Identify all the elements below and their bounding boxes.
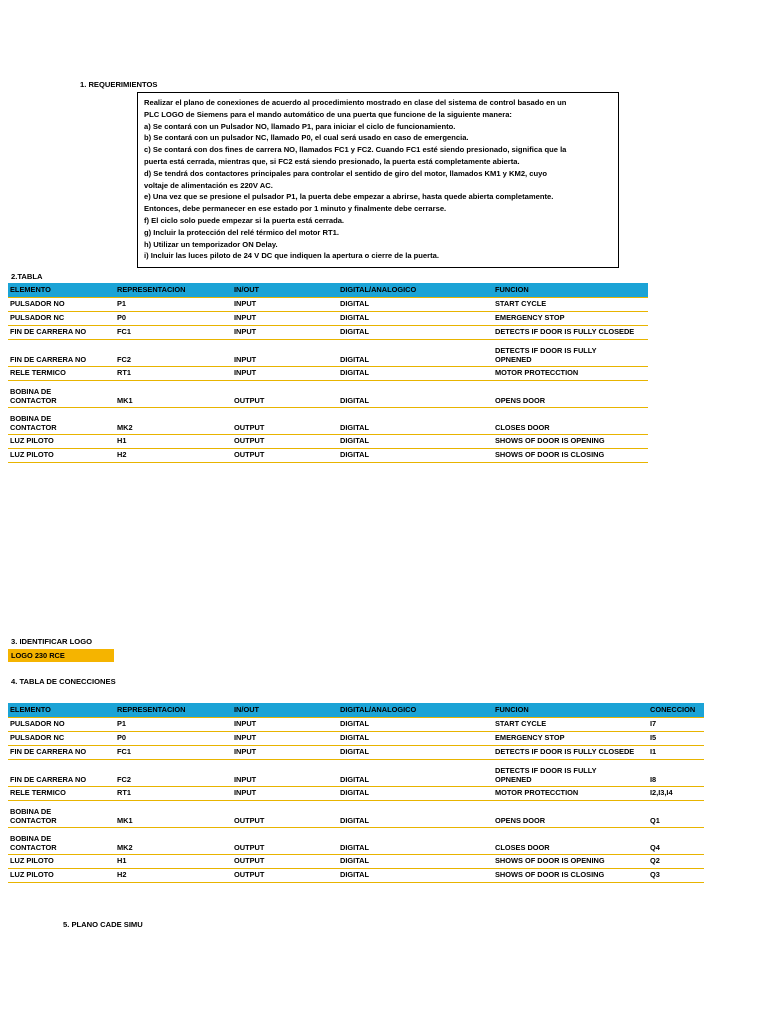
table-cell: OPENS DOOR	[493, 381, 648, 408]
table-cell: LUZ PILOTO	[8, 855, 115, 869]
logo-model-cell: LOGO 230 RCE	[8, 649, 114, 662]
table-row	[8, 381, 648, 408]
table-cell: RELE TERMICO	[8, 367, 115, 381]
table-cell: Q3	[648, 869, 704, 883]
table-cell: OUTPUT	[232, 828, 338, 855]
table-cell: PULSADOR NC	[8, 312, 115, 326]
header-cell: IN/OUT	[232, 703, 338, 718]
table-cell: FIN DE CARRERA NO	[8, 760, 115, 787]
table-row	[8, 746, 704, 760]
table-row	[8, 326, 648, 340]
table-cell: DIGITAL	[338, 367, 493, 381]
table-cell: MK2	[115, 828, 232, 855]
table-cell: P0	[115, 312, 232, 326]
table-cell: H2	[115, 869, 232, 883]
header-cell: REPRESENTACION	[115, 703, 232, 718]
table-cell: RT1	[115, 787, 232, 801]
requirement-line: Entonces, debe permanecer en ese estado por 1 minuto y finalmente debe cerrarse.	[144, 204, 447, 214]
header-cell: ELEMENTO	[8, 283, 115, 298]
table-cell: FC2	[115, 760, 232, 787]
table-cell: OUTPUT	[232, 449, 338, 463]
requirements-box	[137, 92, 619, 268]
table-row	[8, 801, 704, 828]
table-row	[8, 787, 704, 801]
table-cell: EMERGENCY STOP	[493, 732, 648, 746]
table-cell: INPUT	[232, 298, 338, 312]
table-cell: Q4	[648, 828, 704, 855]
table-cell: BOBINA DE CONTACTOR	[8, 801, 115, 828]
table-cell: Q2	[648, 855, 704, 869]
section-requerimientos-title: 1. REQUERIMIENTOS	[80, 80, 158, 89]
table-row	[8, 718, 704, 732]
elements-table	[8, 283, 648, 463]
table-cell: DIGITAL	[338, 869, 493, 883]
requirement-line: a) Se contará con un Pulsador NO, llamado P1, para iniciar el ciclo de funcionamiento.	[144, 121, 456, 131]
table-row	[8, 408, 648, 435]
table-cell: SHOWS OF DOOR IS OPENING	[493, 855, 648, 869]
table-cell: I1	[648, 746, 704, 760]
table-cell: MK1	[115, 801, 232, 828]
table-row	[8, 449, 648, 463]
header-cell: REPRESENTACION	[115, 283, 232, 298]
table-cell: MOTOR PROTECCTION	[493, 787, 648, 801]
header-cell: FUNCION	[493, 703, 648, 718]
table-cell: DIGITAL	[338, 298, 493, 312]
table-cell: RELE TERMICO	[8, 787, 115, 801]
table-cell: SHOWS OF DOOR IS CLOSING	[493, 869, 648, 883]
requirement-line: g) Incluir la protección del relé térmico del motor RT1.	[144, 227, 339, 237]
table-cell: START CYCLE	[493, 718, 648, 732]
requirement-line: c) Se contará con dos fines de carrera NO, llamados FC1 y FC2. Cuando FC1 esté siendo presionado, significa que la	[144, 145, 567, 155]
table-cell: LUZ PILOTO	[8, 435, 115, 449]
table-cell: MOTOR PROTECCTION	[493, 367, 648, 381]
requirement-line: b) Se contará con un pulsador NC, llamado P0, el cual será usado en caso de emergencia.	[144, 133, 469, 143]
table-cell: INPUT	[232, 787, 338, 801]
section-plano-cade-simu-title: 5. PLANO CADE SIMU	[63, 920, 143, 929]
table-cell: FIN DE CARRERA NO	[8, 340, 115, 367]
table-cell: INPUT	[232, 718, 338, 732]
requirement-line: i) Incluir las luces piloto de 24 V DC que indiquen la apertura o cierre de la puerta.	[144, 251, 439, 261]
table-cell: PULSADOR NO	[8, 298, 115, 312]
requirement-line: puerta está cerrada, mientras que, si FC2 está siendo presionado, la puerta está completamente abierta.	[144, 156, 520, 166]
requirement-line: h) Utilizar un temporizador ON Delay.	[144, 239, 278, 249]
table-cell: DETECTS IF DOOR IS FULLY OPNENED	[493, 340, 648, 367]
table-cell: SHOWS OF DOOR IS OPENING	[493, 435, 648, 449]
table-cell: BOBINA DE CONTACTOR	[8, 828, 115, 855]
table-cell: DIGITAL	[338, 449, 493, 463]
table-header-row	[8, 703, 704, 718]
table-cell: BOBINA DE CONTACTOR	[8, 408, 115, 435]
connections-table	[8, 703, 704, 883]
table-row	[8, 340, 648, 367]
table-cell: DETECTS IF DOOR IS FULLY OPNENED	[493, 760, 648, 787]
table-cell: DIGITAL	[338, 326, 493, 340]
header-cell: ELEMENTO	[8, 703, 115, 718]
table-cell: CLOSES DOOR	[493, 408, 648, 435]
table-cell: BOBINA DE CONTACTOR	[8, 381, 115, 408]
requirement-line: d) Se tendrá dos contactores principales para controlar el sentido de giro del motor, llamados KM1 y KM2, cuyo	[144, 168, 547, 178]
table-cell: OUTPUT	[232, 381, 338, 408]
table-cell: FC2	[115, 340, 232, 367]
table-cell: INPUT	[232, 326, 338, 340]
section-tabla-conecciones-title: 4. TABLA DE CONECCIONES	[11, 677, 116, 686]
header-cell: DIGITAL/ANALOGICO	[338, 283, 493, 298]
table-cell: OPENS DOOR	[493, 801, 648, 828]
table-cell: DETECTS IF DOOR IS FULLY CLOSEDE	[493, 746, 648, 760]
table-cell: DIGITAL	[338, 732, 493, 746]
table-cell: DIGITAL	[338, 760, 493, 787]
table-cell: CLOSES DOOR	[493, 828, 648, 855]
section-identificar-logo-title: 3. IDENTIFICAR LOGO	[11, 637, 93, 646]
table-cell: LUZ PILOTO	[8, 869, 115, 883]
requirement-line: e) Una vez que se presione el pulsador P1, la puerta debe empezar a abrirse, hasta quede abierta completamente.	[144, 192, 554, 202]
table-cell: DIGITAL	[338, 435, 493, 449]
table-cell: DIGITAL	[338, 828, 493, 855]
table-cell: INPUT	[232, 340, 338, 367]
table-cell: I8	[648, 760, 704, 787]
table-cell: H1	[115, 435, 232, 449]
table-row	[8, 855, 704, 869]
table-cell: EMERGENCY STOP	[493, 312, 648, 326]
table-cell: MK1	[115, 381, 232, 408]
table-row	[8, 435, 648, 449]
table-cell: DETECTS IF DOOR IS FULLY CLOSEDE	[493, 326, 648, 340]
header-cell: CONECCION	[648, 703, 704, 718]
table-cell: FIN DE CARRERA NO	[8, 326, 115, 340]
table-cell: FC1	[115, 746, 232, 760]
table-row	[8, 367, 648, 381]
table-cell: OUTPUT	[232, 855, 338, 869]
table-cell: INPUT	[232, 760, 338, 787]
table-cell: PULSADOR NO	[8, 718, 115, 732]
table-cell: FIN DE CARRERA NO	[8, 746, 115, 760]
table-cell: I7	[648, 718, 704, 732]
header-cell: IN/OUT	[232, 283, 338, 298]
table-cell: PULSADOR NC	[8, 732, 115, 746]
table-cell: H2	[115, 449, 232, 463]
table-cell: MK2	[115, 408, 232, 435]
table-cell: P1	[115, 298, 232, 312]
table-row	[8, 312, 648, 326]
table-cell: START CYCLE	[493, 298, 648, 312]
table-cell: DIGITAL	[338, 340, 493, 367]
table-cell: DIGITAL	[338, 718, 493, 732]
section-tabla-title: 2.TABLA	[11, 272, 43, 281]
table-cell: OUTPUT	[232, 869, 338, 883]
table-cell: DIGITAL	[338, 855, 493, 869]
table-cell: LUZ PILOTO	[8, 449, 115, 463]
table-cell: H1	[115, 855, 232, 869]
header-cell: DIGITAL/ANALOGICO	[338, 703, 493, 718]
table-row	[8, 828, 704, 855]
table-cell: INPUT	[232, 367, 338, 381]
table-cell: DIGITAL	[338, 801, 493, 828]
table-header-row	[8, 283, 648, 298]
table-cell: I2,I3,I4	[648, 787, 704, 801]
table-cell: OUTPUT	[232, 435, 338, 449]
table-cell: DIGITAL	[338, 312, 493, 326]
table-row	[8, 732, 704, 746]
table-cell: FC1	[115, 326, 232, 340]
table-cell: DIGITAL	[338, 381, 493, 408]
table-cell: DIGITAL	[338, 408, 493, 435]
table-row	[8, 869, 704, 883]
table-cell: SHOWS OF DOOR IS CLOSING	[493, 449, 648, 463]
table-row	[8, 298, 648, 312]
header-cell: FUNCION	[493, 283, 648, 298]
table-cell: INPUT	[232, 732, 338, 746]
requirement-line: voltaje de alimentación es 220V AC.	[144, 180, 273, 190]
table-cell: P0	[115, 732, 232, 746]
table-cell: DIGITAL	[338, 787, 493, 801]
table-cell: Q1	[648, 801, 704, 828]
table-cell: RT1	[115, 367, 232, 381]
requirement-line: Realizar el plano de conexiones de acuerdo al procedimiento mostrado en clase del sistema de control basado en un	[144, 98, 567, 107]
table-cell: INPUT	[232, 746, 338, 760]
table-cell: OUTPUT	[232, 408, 338, 435]
table-cell: DIGITAL	[338, 746, 493, 760]
requirement-line: f) El ciclo solo puede empezar si la puerta está cerrada.	[144, 215, 345, 225]
table-cell: P1	[115, 718, 232, 732]
table-row	[8, 760, 704, 787]
table-cell: INPUT	[232, 312, 338, 326]
table-cell: I5	[648, 732, 704, 746]
requirement-line: PLC LOGO de Siemens para el mando automático de una puerta que funcione de la siguiente manera:	[144, 109, 512, 119]
table-cell: OUTPUT	[232, 801, 338, 828]
